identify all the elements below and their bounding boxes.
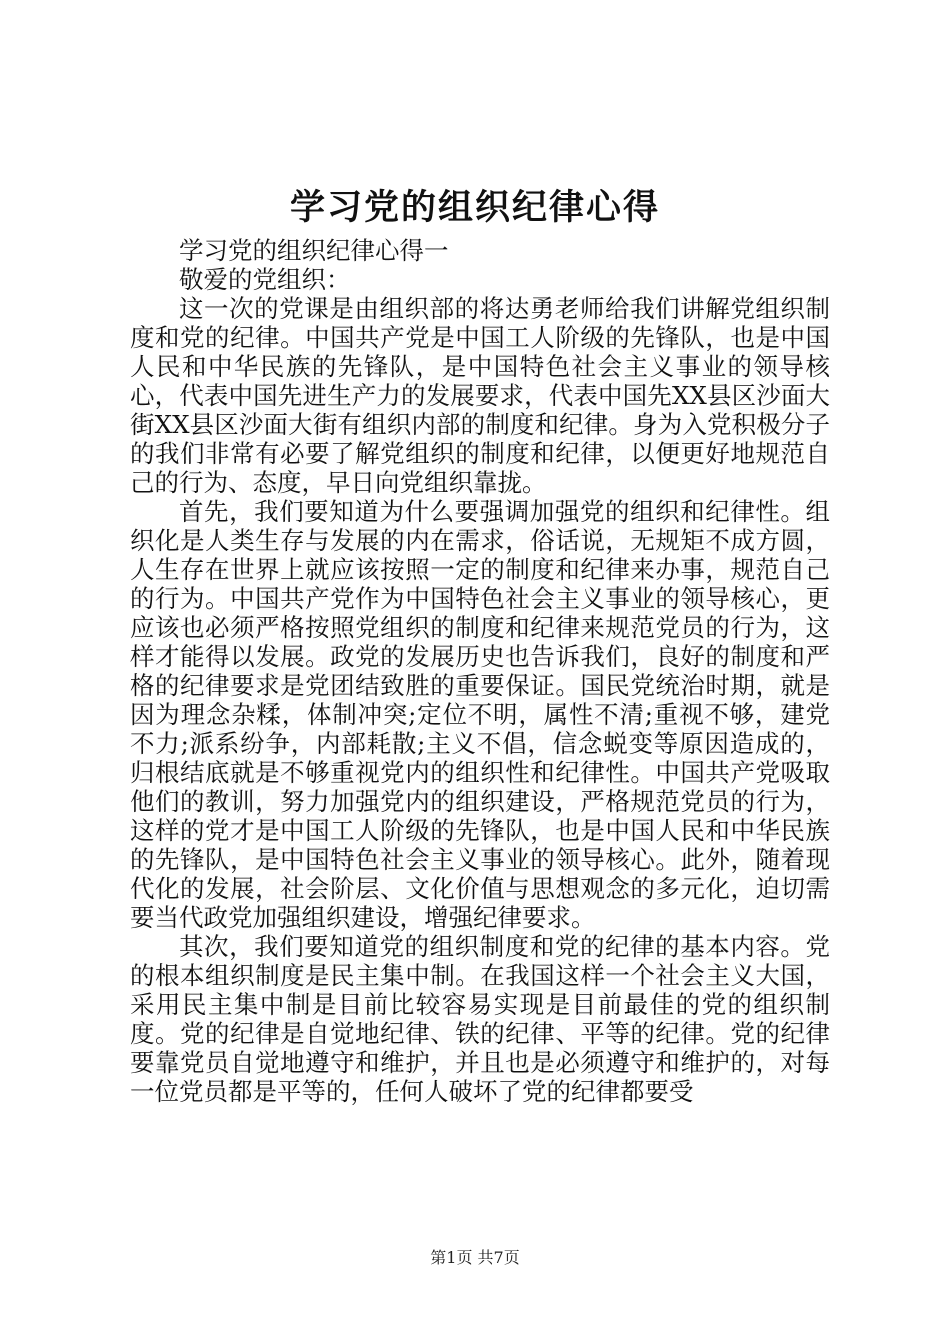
paragraph-1: 这一次的党课是由组织部的将达勇老师给我们讲解党组织制度和党的纪律。中国共产党是中国工人阶级的先锋队，也是中国人民和中华民族的先锋队，是中国特色社会主义事业的领导核心，代表中国先进生产力的发展要求，代表中国先XX县区沙面大街XX县区沙面大街有组织内部的制度和纪律。身为入党积极分子的我们非常有必要了解党组织的制度和纪律，以便更好地规范自己的行为、态度，早日向党组织靠拢。 <box>130 294 830 497</box>
document-title: 学习党的组织纪律心得 <box>289 187 660 228</box>
paragraph-2: 首先，我们要知道为什么要强调加强党的组织和纪律性。组织化是人类生存与发展的内在需求，俗话说，无规矩不成方圆，人生存在世界上就应该按照一定的制度和纪律来办事，规范自己的行为。中国共产党作为中国特色社会主义事业的领导核心，更应该也必须严格按照党组织的制度和纪律来规范党员的行为，这样才能得以发展。政党的发展历史也告诉我们，良好的制度和严格的纪律要求是党团结致胜的重要保证。国民党统治时期，就是因为理念杂糅，体制冲突;定位不明，属性不清;重视不够，建党不力;派系纷争，内部耗散;主义不倡，信念蜕变等原因造成的，归根结底就是不够重视党内的组织性和纪律性。中国共产党吸取他们的教训，努力加强党内的组织建设，严格规范党员的行为，这样的党才是中国工人阶级的先锋队，也是中国人民和中华民族的先锋队，是中国特色社会主义事业的领导核心。此外，随着现代化的发展，社会阶层、文化价值与思想观念的多元化，迫切需要当代政党加强组织建设，增强纪律要求。 <box>130 497 830 932</box>
document-body <box>130 236 830 1106</box>
paragraph-3: 其次，我们要知道党的组织制度和党的纪律的基本内容。党的根本组织制度是民主集中制。在我国这样一个社会主义大国，采用民主集中制是目前比较容易实现是目前最佳的党的组织制度。党的纪律是自觉地纪律、铁的纪律、平等的纪律。党的纪律要靠党员自觉地遵守和维护，并且也是必须遵守和维护的，对每一位党员都是平等的，任何人破坏了党的纪律都要受 <box>130 932 830 1106</box>
salutation-line: 敬爱的党组织： <box>179 265 351 294</box>
subtitle-line: 学习党的组织纪律心得一 <box>179 236 449 265</box>
page-number-footer: 第1页 共7页 <box>430 1248 520 1267</box>
